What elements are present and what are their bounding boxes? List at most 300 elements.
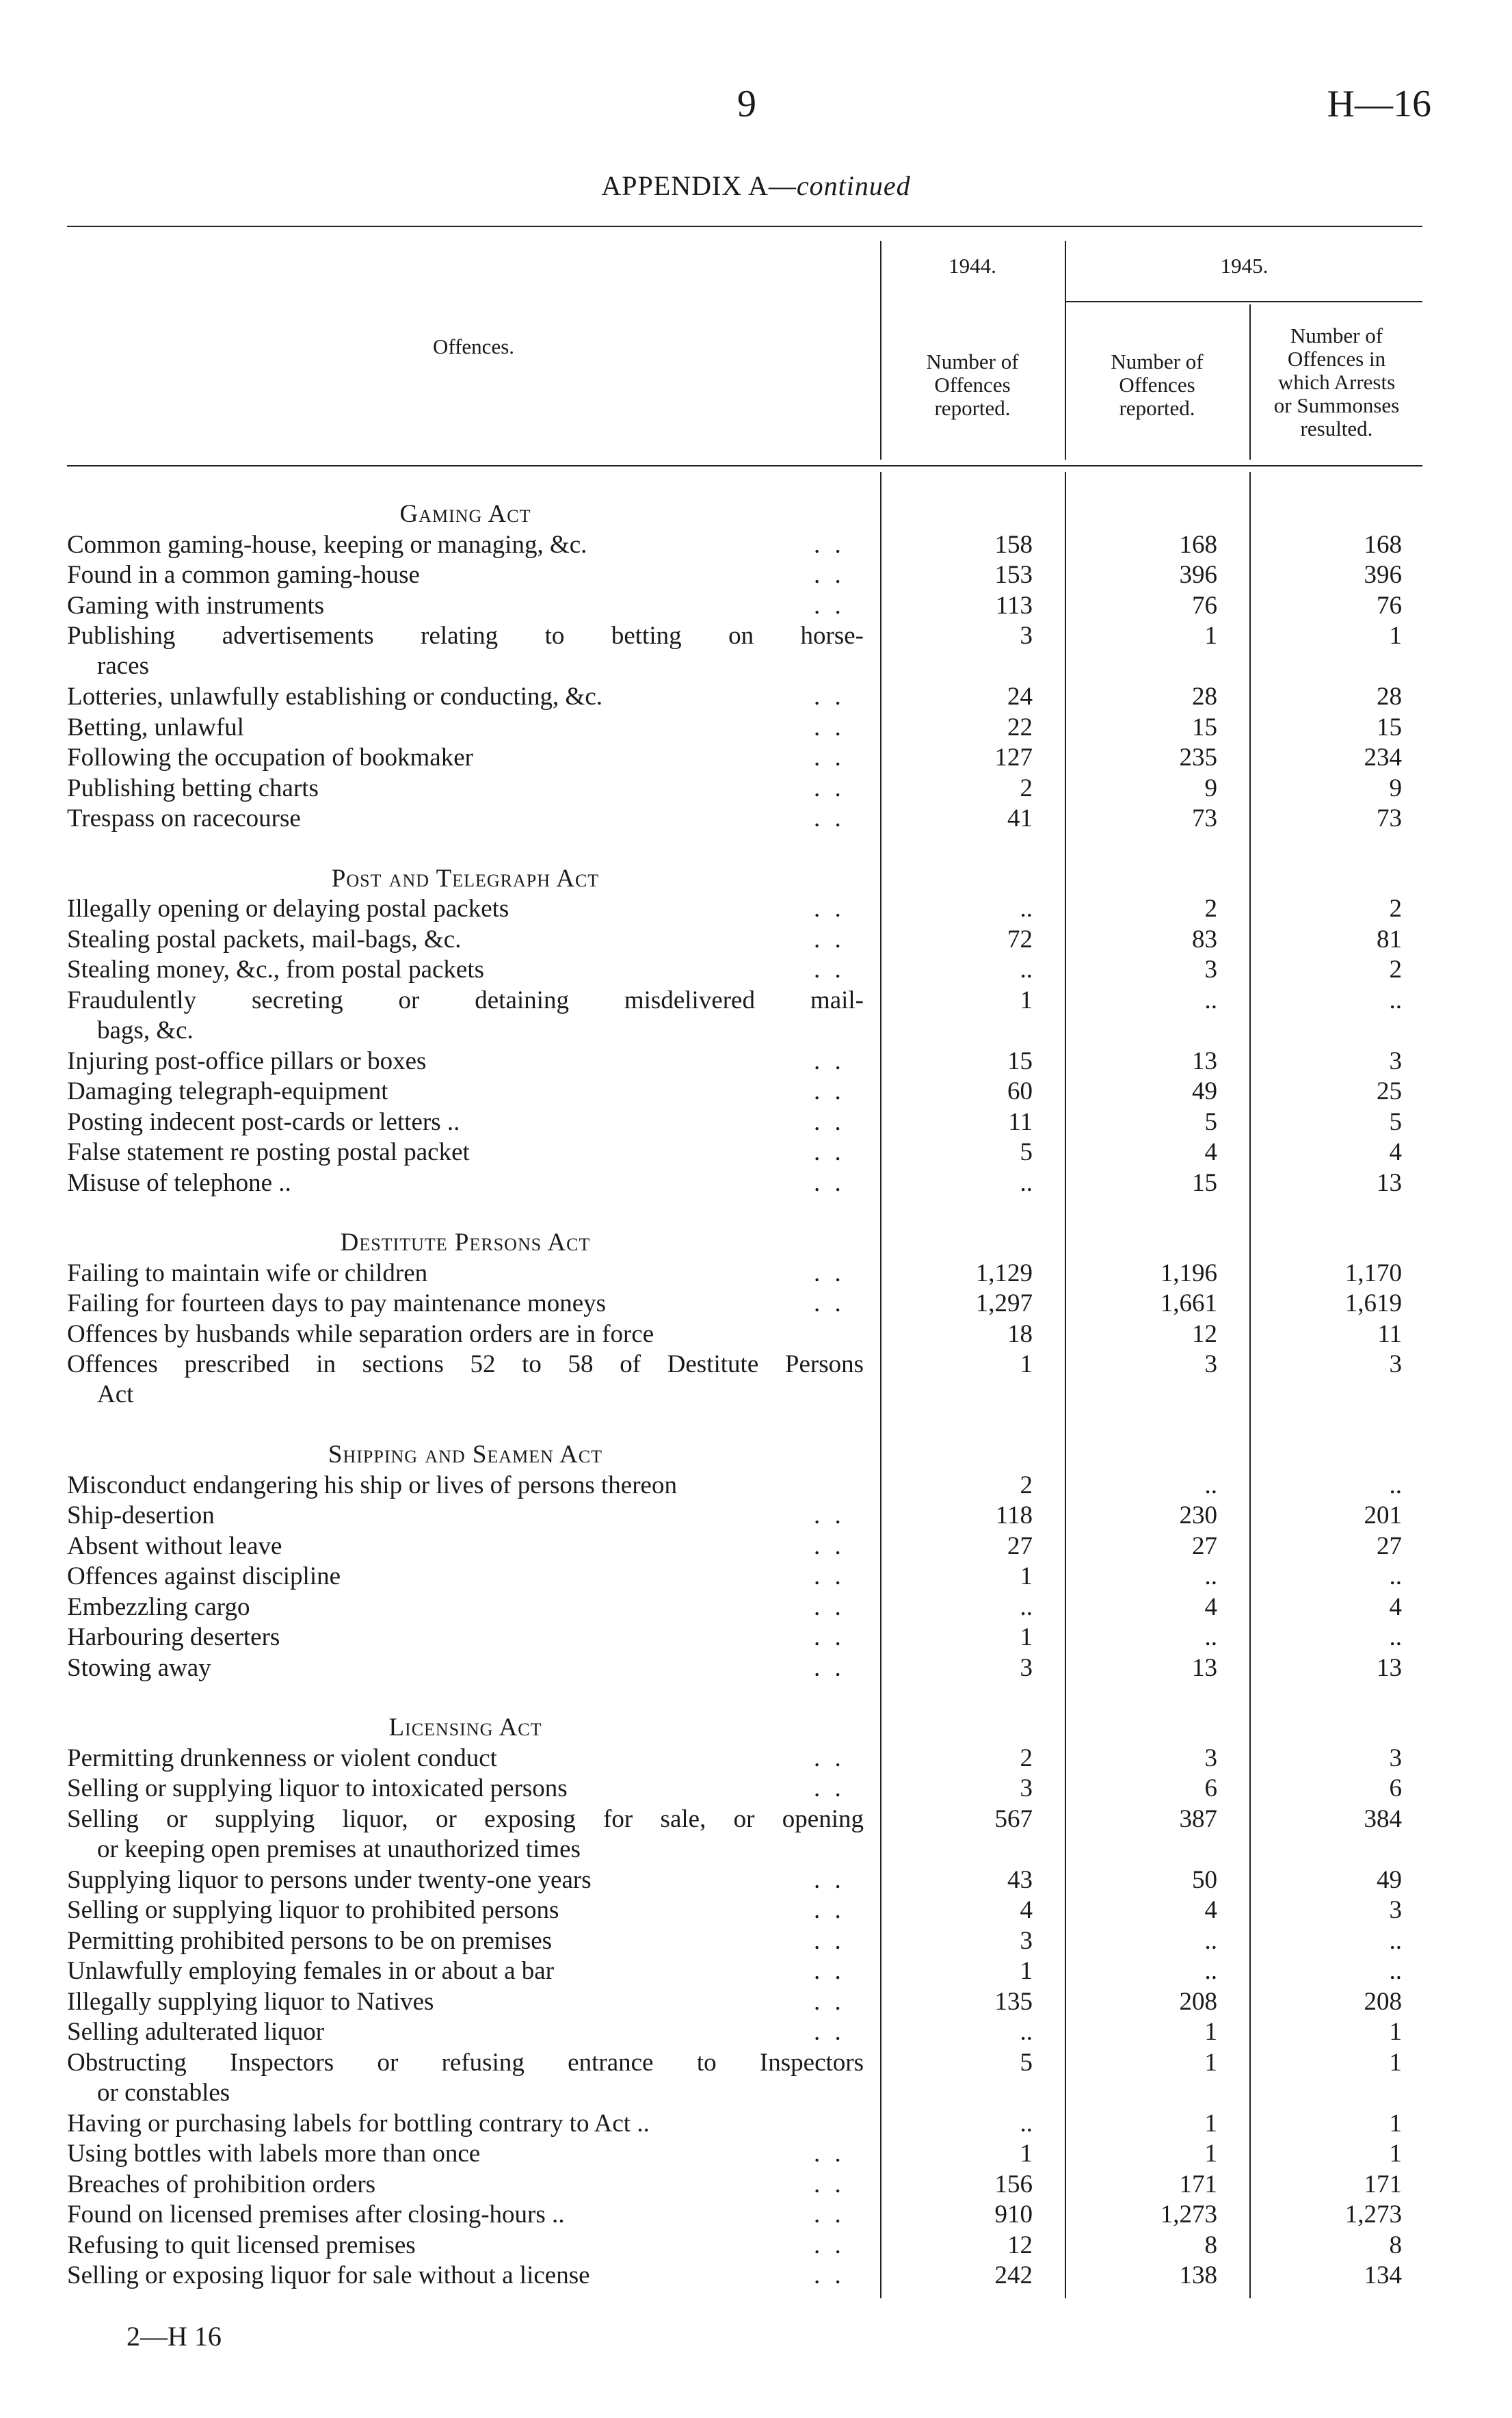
offence-label-line: races <box>97 652 149 680</box>
offence-label-line: Absent without leave <box>67 1532 282 1560</box>
leader-dots: . . <box>814 774 845 802</box>
offence-row <box>0 804 1512 835</box>
value-1944-reported: 118 <box>995 1501 1033 1529</box>
offence-label-line: Illegally opening or delaying postal packets <box>67 895 509 923</box>
value-1945-reported: 396 <box>1179 561 1217 589</box>
value-1945-arrests: 2 <box>1389 895 1402 923</box>
offence-row <box>0 1259 1512 1289</box>
value-1945-arrests: 1 <box>1389 2048 1402 2077</box>
value-1944-reported: 135 <box>994 1987 1033 2016</box>
offence-row <box>0 1774 1512 1804</box>
header-line: reported. <box>934 396 1011 420</box>
offence-label-line: Stealing money, &c., from postal packets <box>67 956 485 984</box>
value-1944-reported: 15 <box>1007 1047 1033 1075</box>
offence-label <box>67 2109 864 2139</box>
value-1944-reported: 113 <box>995 591 1033 620</box>
offence-row <box>0 2017 1512 2048</box>
offence-label <box>67 713 864 743</box>
section-heading <box>0 1683 1512 1744</box>
leader-dots: . . <box>814 804 845 832</box>
value-1944-reported: .. <box>1020 956 1033 984</box>
offence-label-line: Publishing betting charts <box>67 774 319 802</box>
year-1945-header: 1945. <box>1220 254 1269 278</box>
value-1945-reported: 76 <box>1192 591 1217 620</box>
offence-row <box>0 1168 1512 1199</box>
leader-dots: . . <box>814 2170 845 2198</box>
value-1945-arrests: 208 <box>1364 1987 1402 2016</box>
value-1945-reported: 3 <box>1204 956 1217 984</box>
offence-label-line: Harbouring deserters <box>67 1623 280 1651</box>
offence-label <box>67 986 864 1046</box>
offence-label-line: Following the occupation of bookmaker <box>67 744 473 772</box>
offence-label <box>67 1138 864 1168</box>
page-number: 9 <box>737 83 756 125</box>
section-title: Post and Telegraph Act <box>331 864 600 893</box>
value-1945-reported: 1,661 <box>1160 1289 1217 1317</box>
section-title: Licensing Act <box>388 1713 542 1742</box>
value-1945-reported: 15 <box>1192 1168 1217 1197</box>
value-1945-arrests: 1 <box>1389 622 1402 650</box>
offence-row <box>0 560 1512 591</box>
header-line: which Arrests <box>1277 370 1396 394</box>
offence-row <box>0 2109 1512 2140</box>
offence-label-line: Offences by husbands while separation orders are in force <box>67 1319 654 1348</box>
offence-row <box>0 955 1512 986</box>
value-1944-reported: 1 <box>1020 1957 1033 1985</box>
offence-label-line: or keeping open premises at unauthorized times <box>97 1835 581 1863</box>
offence-label-line: Posting indecent post-cards or letters .. <box>67 1107 460 1136</box>
header-1945-reported <box>1066 350 1248 420</box>
leader-dots: . . <box>814 1957 845 1985</box>
header-bottom-rule <box>67 465 1422 466</box>
offence-label-line: Permitting drunkenness or violent conduct <box>67 1744 497 1772</box>
offence-row <box>0 1077 1512 1107</box>
offence-label <box>67 1956 864 1986</box>
offence-label <box>67 1987 864 2017</box>
offence-label <box>67 1622 864 1653</box>
offence-row <box>0 1289 1512 1319</box>
value-1945-reported: 27 <box>1192 1532 1217 1560</box>
value-1944-reported: 1 <box>1020 2140 1033 2168</box>
offence-label-line: Common gaming-house, keeping or managing, &c. <box>67 530 587 559</box>
value-1944-reported: 3 <box>1020 1653 1033 1682</box>
value-1944-reported: 5 <box>1020 2048 1033 2077</box>
value-1945-reported: 1 <box>1204 2140 1217 2168</box>
offence-label <box>67 1259 864 1289</box>
offence-label-line: Fraudulently secreting or detaining misdelivered mail- <box>67 986 864 1014</box>
value-1945-arrests: 384 <box>1364 1804 1402 1833</box>
offence-row <box>0 530 1512 561</box>
header-line: Offences <box>1119 373 1195 397</box>
leader-dots: . . <box>814 683 845 711</box>
value-1945-arrests: 8 <box>1389 2231 1402 2259</box>
value-1944-reported: 41 <box>1007 804 1033 832</box>
offence-label <box>67 560 864 590</box>
offence-label <box>67 2048 864 2108</box>
leader-dots: . . <box>814 2018 845 2046</box>
value-1944-reported: 158 <box>994 530 1033 559</box>
value-1945-arrests: 1 <box>1389 2018 1402 2046</box>
offence-label <box>67 894 864 924</box>
offences-column-header: Offences. <box>432 334 515 358</box>
leader-dots: . . <box>814 1774 845 1802</box>
offence-row <box>0 2261 1512 2291</box>
leader-dots: . . <box>814 2261 845 2289</box>
header-1944-reported <box>881 350 1063 420</box>
offence-label-line: Refusing to quit licensed premises <box>67 2231 416 2259</box>
value-1945-reported: 8 <box>1204 2231 1217 2259</box>
document-reference: H—16 <box>1327 83 1431 125</box>
offence-label <box>67 1077 864 1107</box>
leader-dots: . . <box>814 530 845 559</box>
offence-label <box>67 1562 864 1592</box>
offence-label <box>67 1168 864 1198</box>
leader-dots: . . <box>814 1107 845 1136</box>
offence-label <box>67 1592 864 1622</box>
value-1945-arrests: 81 <box>1377 925 1402 954</box>
value-1944-reported: 11 <box>1008 1107 1033 1136</box>
header-line: or Summonses <box>1273 393 1400 417</box>
value-1944-reported: 1,129 <box>975 1259 1033 1287</box>
header-line: reported. <box>1119 396 1195 420</box>
appendix-title <box>0 170 1512 202</box>
value-1945-reported: 1 <box>1204 622 1217 650</box>
value-1945-reported: 3 <box>1204 1350 1217 1378</box>
offence-label-line: Stealing postal packets, mail-bags, &c. <box>67 925 462 954</box>
offence-label-line: Supplying liquor to persons under twenty-one years <box>67 1865 592 1894</box>
value-1944-reported: 567 <box>994 1804 1033 1833</box>
value-1945-arrests: 1,619 <box>1344 1289 1402 1317</box>
value-1945-arrests: 3 <box>1389 1047 1402 1075</box>
leader-dots: . . <box>814 1623 845 1651</box>
value-1944-reported: .. <box>1020 1592 1033 1621</box>
value-1945-arrests: 1 <box>1389 2140 1402 2168</box>
offence-label <box>67 2261 864 2291</box>
value-1945-reported: .. <box>1204 1957 1217 1985</box>
value-1945-reported: 12 <box>1192 1319 1217 1348</box>
offence-row <box>0 1047 1512 1077</box>
value-1945-reported: .. <box>1204 1926 1217 1955</box>
leader-dots: . . <box>814 2200 845 2229</box>
value-1945-arrests: 28 <box>1377 683 1402 711</box>
leader-dots: . . <box>814 744 845 772</box>
offence-row <box>0 1804 1512 1865</box>
offence-label-line: Failing to maintain wife or children <box>67 1259 428 1287</box>
value-1945-arrests: 1 <box>1389 2109 1402 2138</box>
value-1945-arrests: 4 <box>1389 1592 1402 1621</box>
offence-label-line: Stowing away <box>67 1653 211 1682</box>
offence-label-line: Failing for fourteen days to pay maintenance moneys <box>67 1289 607 1317</box>
offence-label <box>67 2200 864 2230</box>
leader-dots: . . <box>814 1896 845 1924</box>
offence-row <box>0 621 1512 682</box>
value-1945-reported: 3 <box>1204 1744 1217 1772</box>
offence-row <box>0 1592 1512 1623</box>
offence-label <box>67 1532 864 1562</box>
offence-label-line: Misconduct endangering his ship or lives of persons thereon <box>67 1471 677 1499</box>
offence-label <box>67 1501 864 1531</box>
offences-table-body <box>0 499 1512 2291</box>
offence-label <box>67 1047 864 1077</box>
offence-label-line: Illegally supplying liquor to Natives <box>67 1987 434 2016</box>
value-1945-arrests: 3 <box>1389 1744 1402 1772</box>
value-1945-reported: 4 <box>1204 1592 1217 1621</box>
leader-dots: . . <box>814 1987 845 2016</box>
offence-row <box>0 1653 1512 1684</box>
value-1945-reported: .. <box>1204 1471 1217 1499</box>
offence-label-line: Offences prescribed in sections 52 to 58 of Destitute Persons <box>67 1350 864 1378</box>
value-1945-arrests: 3 <box>1389 1350 1402 1378</box>
value-1945-arrests: 49 <box>1377 1865 1402 1894</box>
value-1945-arrests: 1,273 <box>1344 2200 1402 2229</box>
value-1945-reported: 9 <box>1204 774 1217 802</box>
leader-dots: . . <box>814 1744 845 1772</box>
value-1944-reported: .. <box>1020 1168 1033 1197</box>
offence-label-line: Trespass on racecourse <box>67 804 301 832</box>
offence-label-line: Injuring post-office pillars or boxes <box>67 1047 427 1075</box>
value-1945-reported: 83 <box>1192 925 1217 954</box>
leader-dots: . . <box>814 1592 845 1621</box>
leader-dots: . . <box>814 1047 845 1075</box>
year-1944-header: 1944. <box>949 254 996 278</box>
value-1945-arrests: 76 <box>1377 591 1402 620</box>
leader-dots: . . <box>814 956 845 984</box>
offence-label-line: Gaming with instruments <box>67 591 325 620</box>
header-line: Offences in <box>1287 347 1386 371</box>
value-1945-reported: 4 <box>1204 1138 1217 1166</box>
value-1945-arrests: 27 <box>1377 1532 1402 1560</box>
value-1945-reported: .. <box>1204 1562 1217 1590</box>
value-1945-arrests: .. <box>1389 1623 1402 1651</box>
value-1944-reported: 3 <box>1020 622 1033 650</box>
leader-dots: . . <box>814 2231 845 2259</box>
offence-label-line: or constables <box>97 2078 230 2107</box>
offence-row <box>0 1956 1512 1987</box>
value-1944-reported: 5 <box>1020 1138 1033 1166</box>
offence-label <box>67 2170 864 2200</box>
value-1945-reported: 235 <box>1179 744 1217 772</box>
offence-label-line: Misuse of telephone .. <box>67 1168 291 1197</box>
value-1945-reported: 1 <box>1204 2109 1217 2138</box>
offence-label <box>67 1350 864 1410</box>
leader-dots: . . <box>814 1138 845 1166</box>
value-1945-reported: .. <box>1204 1623 1217 1651</box>
offence-row <box>0 1622 1512 1653</box>
value-1944-reported: 156 <box>994 2170 1033 2198</box>
leader-dots: . . <box>814 1532 845 1560</box>
value-1944-reported: .. <box>1020 2018 1033 2046</box>
offence-label <box>67 1289 864 1319</box>
value-1944-reported: 1,297 <box>975 1289 1033 1317</box>
offence-row <box>0 591 1512 622</box>
value-1945-reported: 1,196 <box>1160 1259 1217 1287</box>
value-1945-reported: 1 <box>1204 2018 1217 2046</box>
offence-row <box>0 1926 1512 1957</box>
offence-label-line: Selling or supplying liquor to intoxicated persons <box>67 1774 568 1802</box>
offence-row <box>0 1865 1512 1896</box>
value-1944-reported: 127 <box>994 744 1033 772</box>
offence-label-line: Offences against discipline <box>67 1562 341 1590</box>
value-1945-arrests: 4 <box>1389 1138 1402 1166</box>
offence-row <box>0 2170 1512 2200</box>
offence-label-line: Selling or supplying liquor, or exposing for sale, or opening <box>67 1804 864 1833</box>
section-heading <box>0 1410 1512 1471</box>
value-1945-arrests: 11 <box>1377 1319 1402 1348</box>
offence-label-line: Having or purchasing labels for bottling contrary to Act .. <box>67 2109 650 2138</box>
leader-dots: . . <box>814 561 845 589</box>
offence-label <box>67 1774 864 1804</box>
offence-row <box>0 894 1512 925</box>
offence-label <box>67 2017 864 2047</box>
value-1945-arrests: 15 <box>1377 713 1402 741</box>
table-top-rule <box>67 226 1422 227</box>
offence-label <box>67 621 864 681</box>
offence-label <box>67 2231 864 2261</box>
value-1945-reported: 1 <box>1204 2048 1217 2077</box>
leader-dots: . . <box>814 925 845 954</box>
value-1944-reported: 2 <box>1020 774 1033 802</box>
offence-row <box>0 682 1512 713</box>
offence-row <box>0 1501 1512 1532</box>
value-1945-reported: 13 <box>1192 1653 1217 1682</box>
offence-label <box>67 1471 864 1501</box>
value-1944-reported: 72 <box>1007 925 1033 954</box>
value-1944-reported: 1 <box>1020 986 1033 1014</box>
offence-label-line: Damaging telegraph-equipment <box>67 1077 388 1105</box>
value-1944-reported: 1 <box>1020 1562 1033 1590</box>
value-1945-arrests: 2 <box>1389 956 1402 984</box>
leader-dots: . . <box>814 1168 845 1197</box>
offence-label-line: Permitting prohibited persons to be on premises <box>67 1926 553 1955</box>
offence-label-line: Lotteries, unlawfully establishing or conducting, &c. <box>67 683 602 711</box>
offence-label-line: Act <box>97 1380 134 1408</box>
value-1945-reported: 73 <box>1192 804 1217 832</box>
value-1944-reported: 1 <box>1020 1350 1033 1378</box>
offence-row <box>0 2231 1512 2261</box>
value-1944-reported: 3 <box>1020 1774 1033 1802</box>
appendix-continued: continued <box>796 170 911 201</box>
value-1944-reported: 4 <box>1020 1896 1033 1924</box>
offence-row <box>0 1744 1512 1774</box>
value-1945-arrests: 3 <box>1389 1896 1402 1924</box>
offence-label <box>67 530 864 560</box>
offence-label-line: Breaches of prohibition orders <box>67 2170 376 2198</box>
offence-row <box>0 713 1512 744</box>
value-1945-reported: 208 <box>1179 1987 1217 2016</box>
value-1945-arrests: .. <box>1389 1926 1402 1955</box>
offence-label <box>67 1865 864 1895</box>
value-1945-reported: 15 <box>1192 713 1217 741</box>
offence-row <box>0 1471 1512 1501</box>
leader-dots: . . <box>814 1077 845 1105</box>
offence-label <box>67 2139 864 2169</box>
value-1945-arrests: 201 <box>1364 1501 1402 1529</box>
value-1944-reported: 27 <box>1007 1532 1033 1560</box>
offence-row <box>0 986 1512 1047</box>
value-1944-reported: 22 <box>1007 713 1033 741</box>
leader-dots: . . <box>814 2140 845 2168</box>
leader-dots: . . <box>814 591 845 620</box>
value-1945-reported: 28 <box>1192 683 1217 711</box>
leader-dots: . . <box>814 1289 845 1317</box>
value-1944-reported: 24 <box>1007 683 1033 711</box>
value-1945-arrests: 13 <box>1377 1168 1402 1197</box>
offence-label-line: Embezzling cargo <box>67 1592 250 1621</box>
header-line: Offences <box>934 373 1011 397</box>
value-1945-arrests: 73 <box>1377 804 1402 832</box>
offence-label-line: Ship-desertion <box>67 1501 215 1529</box>
value-1944-reported: 910 <box>994 2200 1033 2229</box>
header-line: Number of <box>926 350 1019 373</box>
value-1945-arrests: 234 <box>1364 744 1402 772</box>
value-1944-reported: 60 <box>1007 1077 1033 1105</box>
offence-label <box>67 804 864 834</box>
leader-dots: . . <box>814 713 845 741</box>
value-1945-arrests: .. <box>1389 986 1402 1014</box>
value-1945-reported: 1,273 <box>1160 2200 1217 2229</box>
value-1944-reported: 2 <box>1020 1744 1033 1772</box>
value-1944-reported: 153 <box>994 561 1033 589</box>
header-line: Number of <box>1111 350 1204 373</box>
value-1944-reported: 2 <box>1020 1471 1033 1499</box>
offence-label <box>67 1926 864 1956</box>
value-1945-arrests: 134 <box>1364 2261 1402 2289</box>
header-1945-arrests <box>1251 324 1422 441</box>
value-1945-arrests: .. <box>1389 1471 1402 1499</box>
value-1945-arrests: 6 <box>1389 1774 1402 1802</box>
value-1945-arrests: 396 <box>1364 561 1402 589</box>
leader-dots: . . <box>814 1926 845 1955</box>
offence-label-line: bags, &c. <box>97 1016 194 1044</box>
offence-label-line: Unlawfully employing females in or about a bar <box>67 1957 555 1985</box>
offence-row <box>0 2139 1512 2170</box>
offence-row <box>0 2048 1512 2109</box>
section-title: Shipping and Seamen Act <box>328 1441 603 1469</box>
value-1945-arrests: 9 <box>1389 774 1402 802</box>
value-1945-reported: .. <box>1204 986 1217 1014</box>
value-1945-reported: 387 <box>1179 1804 1217 1833</box>
value-1945-reported: 49 <box>1192 1077 1217 1105</box>
value-1945-reported: 171 <box>1179 2170 1217 2198</box>
value-1945-arrests: 168 <box>1364 530 1402 559</box>
leader-dots: . . <box>814 1653 845 1682</box>
value-1944-reported: .. <box>1020 895 1033 923</box>
offence-label-line: Using bottles with labels more than once <box>67 2140 481 2168</box>
offence-label <box>67 591 864 621</box>
footer-reference: 2—H 16 <box>127 2321 222 2352</box>
value-1945-arrests: 13 <box>1377 1653 1402 1682</box>
offence-label-line: Betting, unlawful <box>67 713 244 741</box>
offence-label-line: Obstructing Inspectors or refusing entrance to Inspectors <box>67 2048 864 2077</box>
offence-label-line: Selling adulterated liquor <box>67 2018 325 2046</box>
offence-row <box>0 743 1512 774</box>
offence-row <box>0 1107 1512 1138</box>
offence-label <box>67 682 864 712</box>
value-1945-reported: 4 <box>1204 1896 1217 1924</box>
offence-row <box>0 774 1512 804</box>
leader-dots: . . <box>814 1501 845 1529</box>
header-line: resulted. <box>1300 417 1373 441</box>
year-1945-rule <box>1065 301 1422 302</box>
value-1945-reported: 6 <box>1204 1774 1217 1802</box>
offence-row <box>0 1895 1512 1926</box>
value-1944-reported: .. <box>1020 2109 1033 2138</box>
leader-dots: . . <box>814 1865 845 1894</box>
leader-dots: . . <box>814 1259 845 1287</box>
value-1945-arrests: 5 <box>1389 1107 1402 1136</box>
offence-label <box>67 1319 864 1350</box>
value-1945-reported: 138 <box>1179 2261 1217 2289</box>
